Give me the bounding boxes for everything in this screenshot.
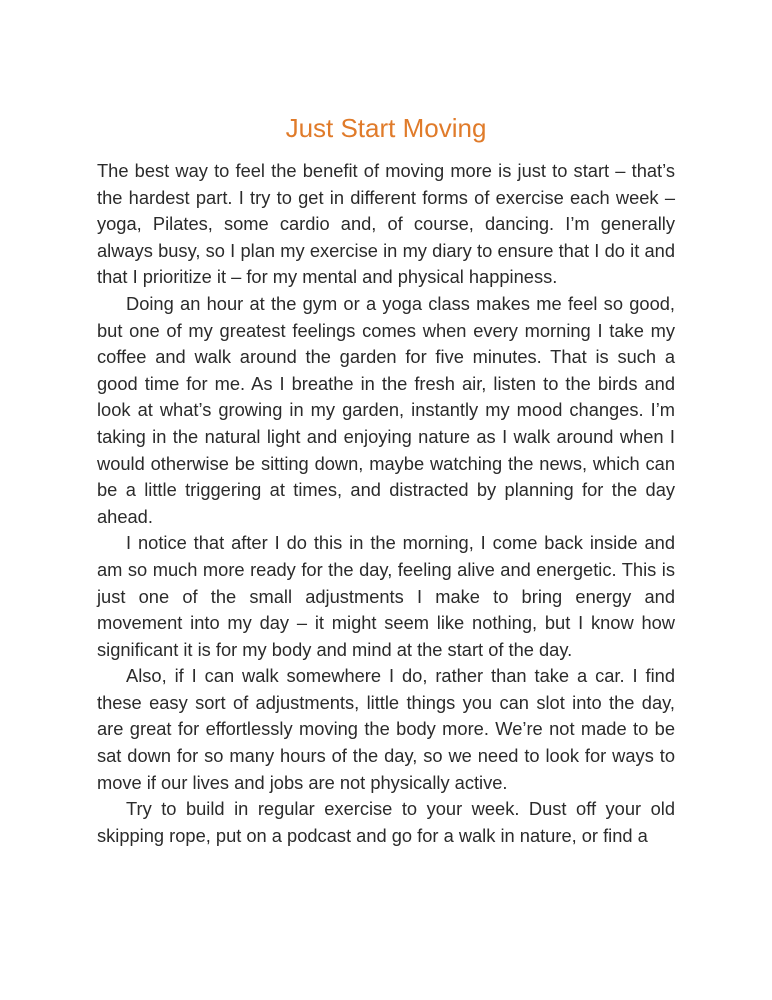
page-title: Just Start Moving — [285, 113, 487, 143]
paragraph-5: Try to build in regular exercise to your week. Dust off your old skipping rope, put on a podcast and go for a walk in nature, or find a — [97, 798, 675, 846]
paragraph-4: Also, if I can walk somewhere I do, rather than take a car. I find these easy sort of adjustments, little things you can slot into the day, are great for effortlessly moving the body more. We’re not made to be sat down for so many hours of the day, so we need to look for ways to move if our lives and jobs are not physically active. — [97, 665, 675, 793]
paragraph-3: I notice that after I do this in the morning, I come back inside and am so much more ready for the day, feeling alive and energetic. This is just one of the small adjustments I make to bring energy and movement into my day – it might seem like nothing, but I know how significant it is for my body and mind at the start of the day. — [97, 532, 675, 660]
paragraph-1: The best way to feel the benefit of moving more is just to start – that’s the hardest part. I try to get in different forms of exercise each week – yoga, Pilates, some cardio and, of course, dancing. I’m generally always busy, so I plan my exercise in my diary to ensure that I do it and that I prioritize it – for my mental and physical happiness. — [97, 160, 675, 288]
body-text — [97, 158, 675, 849]
paragraph-2: Doing an hour at the gym or a yoga class makes me feel so good, but one of my greatest feelings comes when every morning I take my coffee and walk around the garden for five minutes. That is such a good time for me. As I breathe in the fresh air, listen to the birds and look at what’s growing in my garden, instantly my mood changes. I’m taking in the natural light and enjoying nature as I walk around when I would otherwise be sitting down, maybe watching the news, which can be a little triggering at times, and distracted by planning for the day ahead. — [97, 292, 675, 527]
